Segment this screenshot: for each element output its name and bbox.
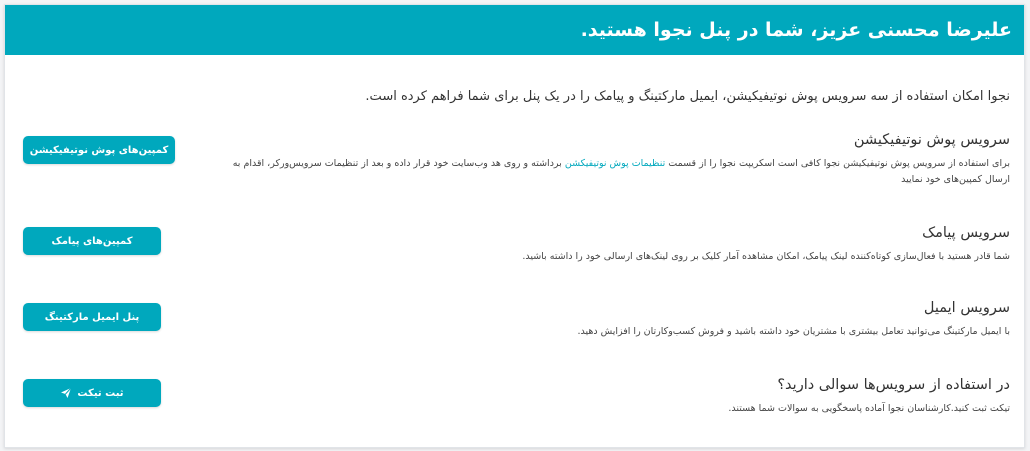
email-marketing-button-label: پنل ایمیل مارکتینگ [44, 311, 140, 323]
welcome-title: علیرضا محسنی عزیز، شما در پنل نجوا هستید. [580, 19, 1012, 41]
sms-campaigns-button[interactable] [23, 227, 161, 255]
intro-text: نجوا امکان استفاده از سه سرویس پوش نوتیفیکیشن، ایمیل مارکتینگ و پیامک را در یک پنل برای شما فراهم کرده است. [365, 89, 1010, 104]
push-campaigns-button-label: کمپین‌های پوش نوتیفیکیشن [29, 144, 169, 156]
submit-ticket-button[interactable] [23, 379, 161, 407]
push-desc-after: برداشته و روی هد وب‌سایت خود قرار داده و بعد از تنظیمات سرویس‌ورکر، اقدام به ارسال کمپین‌های خود نمایید [232, 158, 1010, 185]
push-service-description [210, 156, 1010, 188]
email-marketing-panel-button[interactable] [23, 303, 161, 331]
sms-campaigns-button-label: کمپین‌های پیامک [51, 235, 133, 247]
dashboard-panel [4, 4, 1025, 448]
support-text [210, 376, 1010, 417]
sms-service-description: شما قادر هستید با فعال‌سازی کوتاه‌کننده لینک پیامک، امکان مشاهده آمار کلیک بر روی لینک‌های ارسالی خود را داشته باشید. [522, 251, 1010, 262]
email-service-title: سرویس ایمیل [923, 300, 1010, 316]
push-settings-link[interactable]: تنظیمات پوش نوتیفیکشن [564, 158, 666, 169]
email-service-description: با ایمیل مارکتینگ می‌توانید تعامل بیشتری با مشتریان خود داشته باشید و فروش کسب‌وکارتان را افزایش دهید. [577, 326, 1010, 337]
support-title: در استفاده از سرویس‌ها سوالی دارید؟ [777, 377, 1010, 393]
sms-service-text [210, 224, 1010, 265]
welcome-header [5, 5, 1024, 55]
push-campaigns-button[interactable] [23, 136, 175, 164]
push-service-title: سرویس پوش نوتیفیکیشن [853, 132, 1010, 148]
submit-ticket-button-label: ثبت تیکت [77, 387, 124, 399]
email-service-text [210, 299, 1010, 340]
push-desc-before: برای استفاده از سرویس پوش نوتیفیکیشن نجوا کافی است اسکریپت نجوا را از قسمت [665, 158, 1010, 169]
push-service-text [210, 131, 1010, 188]
sms-service-title: سرویس پیامک [922, 225, 1010, 241]
support-description: تیکت ثبت کنید.کارشناسان نجوا آماده پاسخگویی به سوالات شما هستند. [728, 403, 1010, 414]
send-icon [60, 387, 72, 399]
